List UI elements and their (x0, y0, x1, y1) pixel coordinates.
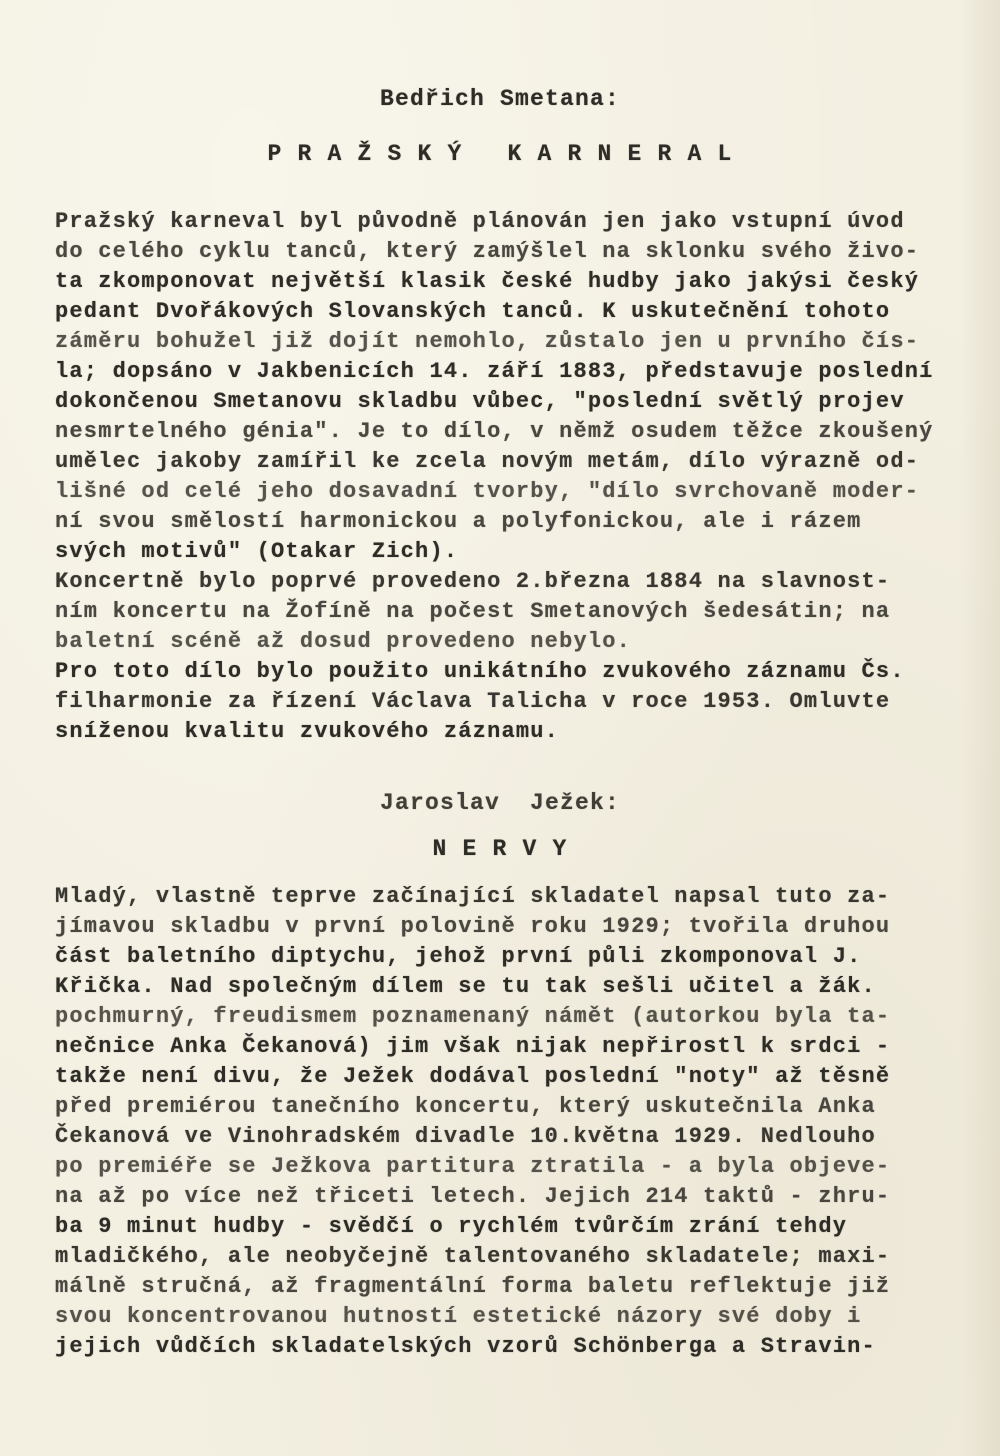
text-line: Pražský karneval byl původně plánován jen jako vstupní úvod (55, 209, 905, 234)
text-line: la; dopsáno v Jakbenicích 14. září 1883, představuje poslední (55, 359, 934, 384)
text-line: záměru bohužel již dojít nemohlo, zůstalo jen u prvního čís- (55, 329, 920, 354)
text-line: takže není divu, že Ježek dodával poslední "noty" až těsně (55, 1064, 891, 1089)
composer-name-jezek: Jaroslav Ježek: (379, 790, 621, 816)
text-line: Mladý, vlastně teprve začínající skladatel napsal tuto za- (55, 884, 891, 909)
text-line: dokončenou Smetanovu skladbu vůbec, "poslední světlý projev (55, 389, 905, 414)
text-line: filharmonie za řízení Václava Talicha v roce 1953. Omluvte (55, 689, 891, 714)
piece-title-prazsky-karneval: P R A Ž S K Ý K A R N E R A L (267, 141, 733, 167)
text-line: svých motivů" (Otakar Zich). (55, 539, 459, 564)
text-line: Pro toto dílo bylo použito unikátního zvukového záznamu Čs. (55, 659, 905, 684)
text-line: do celého cyklu tanců, který zamýšlel na sklonku svého živo- (55, 239, 920, 264)
text-line: nesmrtelného génia". Je to dílo, v němž osudem těžce zkoušený (55, 419, 934, 444)
text-line: svou koncentrovanou hutností estetické názory své doby i (55, 1304, 862, 1329)
text-line: ní svou smělostí harmonickou a polyfonickou, ale i rázem (55, 509, 862, 534)
text-line: Koncertně bylo poprvé provedeno 2.března 1884 na slavnost- (55, 569, 891, 594)
text-line: jejich vůdčích skladatelských vzorů Schönberga a Stravin- (55, 1334, 876, 1359)
text-line: málně stručná, až fragmentální forma baletu reflektuje již (55, 1274, 891, 1299)
text-line: Křička. Nad společným dílem se tu tak sešli učitel a žák. (55, 974, 876, 999)
text-line: část baletního diptychu, jehož první půli zkomponoval J. (55, 944, 862, 969)
text-line: ba 9 minut hudby - svědčí o rychlém tvůrčím zrání tehdy (55, 1214, 848, 1239)
text-line: sníženou kvalitu zvukového záznamu. (55, 719, 560, 744)
text-line: nečnice Anka Čekanová) jim však nijak nepřirostl k srdci - (55, 1034, 891, 1059)
text-line: baletní scéně až dosud provedeno nebylo. (55, 629, 632, 654)
text-line: mladičkého, ale neobyčejně talentovaného skladatele; maxi- (55, 1244, 891, 1269)
text-line: po premiéře se Ježkova partitura ztratila - a byla objeve- (55, 1154, 891, 1179)
text-line: ním koncertu na Žofíně na počest Smetanových šedesátin; na (55, 599, 891, 624)
text-line: před premiérou tanečního koncertu, který uskutečnila Anka (55, 1094, 876, 1119)
text-line: Čekanová ve Vinohradském divadle 10.května 1929. Nedlouho (55, 1124, 876, 1149)
text-line: jímavou skladbu v první polovině roku 1929; tvořila druhou (55, 914, 891, 939)
text-line: lišné od celé jeho dosavadní tvorby, "dílo svrchovaně moder- (55, 479, 920, 504)
text-line: na až po více než třiceti letech. Jejich 214 taktů - zhru- (55, 1184, 891, 1209)
text-line: pedant Dvořákových Slovanských tanců. K uskutečnění tohoto (55, 299, 891, 324)
text-line: ta zkomponovat největší klasik české hudby jako jakýsi český (55, 269, 920, 294)
piece-title-nervy: N E R V Y (432, 836, 568, 862)
program-note-jezek (55, 882, 970, 1362)
program-note-smetana (55, 207, 970, 747)
text-line: pochmurný, freudismem poznamenaný námět (autorkou byla ta- (55, 1004, 891, 1029)
text-line: umělec jakoby zamířil ke zcela novým metám, dílo výrazně od- (55, 449, 920, 474)
composer-name-smetana: Bedřich Smetana: (379, 86, 621, 112)
